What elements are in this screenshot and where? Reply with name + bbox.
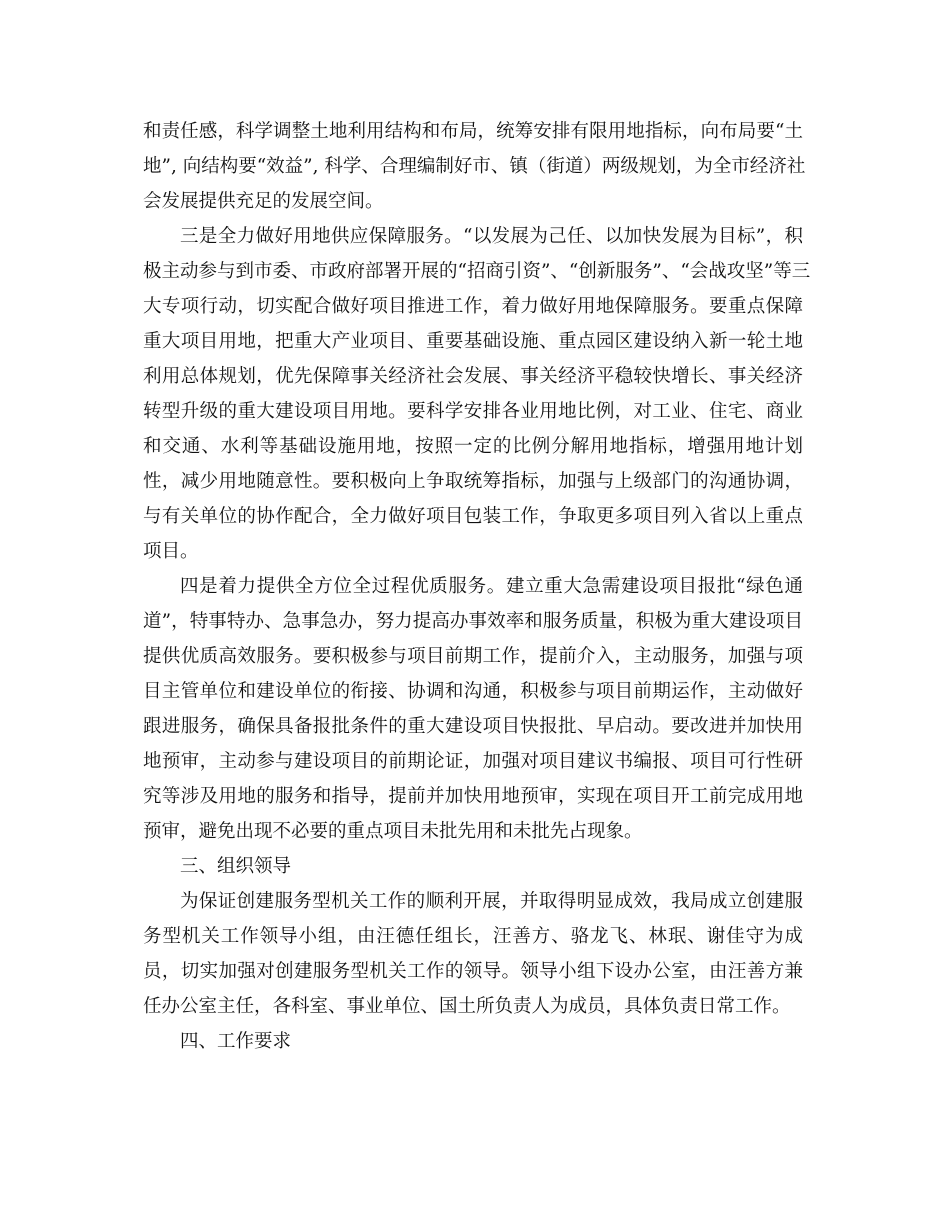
- text-line: 三是全力做好用地供应保障服务。“以发展为己任、以加快发展为目标”，积: [180, 226, 803, 247]
- text-line: 和责任感，科学调整土地利用结构和布局，统筹安排有限用地指标，向布局要“土: [143, 121, 803, 142]
- paragraph-land-supply-service: [143, 219, 811, 569]
- text-line: 极主动参与到市委、市政府部署开展的“招商引资”、“创新服务”、“会战攻坚”等三: [143, 261, 811, 282]
- document-body: [143, 114, 811, 1059]
- text-line: 转型升级的重大建设项目用地。要科学安排各业用地比例，对工业、住宅、商业: [143, 401, 803, 422]
- paragraph-land-planning: [143, 114, 806, 219]
- section-heading-work-requirements: [143, 1024, 803, 1059]
- text-line: 四是着力提供全方位全过程优质服务。建立重大急需建设项目报批“绿色通: [180, 576, 803, 597]
- text-line: 究等涉及用地的服务和指导，提前并加快用地预审，实现在项目开工前完成用地: [143, 786, 803, 807]
- section-heading-organization: [143, 849, 803, 884]
- text-line: 会发展提供充足的发展空间。: [143, 191, 384, 212]
- text-line: 为保证创建服务型机关工作的顺利开展，并取得明显成效，我局成立创建服: [180, 891, 803, 912]
- text-line: 提供优质高效服务。要积极参与项目前期工作，提前介入，主动服务，加强与项: [143, 646, 803, 667]
- text-line: 与有关单位的协作配合，全力做好项目包装工作，争取更多项目列入省以上重点: [143, 506, 803, 527]
- text-line: 跟进服务，确保具备报批条件的重大建设项目快报批、早启动。要改进并加快用: [143, 716, 803, 737]
- text-line: 任办公室主任，各科室、事业单位、国土所负责人为成员，具体负责日常工作。: [143, 996, 791, 1017]
- text-line: 重大项目用地，把重大产业项目、重要基础设施、重点园区建设纳入新一轮土地: [143, 331, 803, 352]
- text-line: 地预审，主动参与建设项目的前期论证，加强对项目建议书编报、项目可行性研: [143, 751, 803, 772]
- text-line: 利用总体规划，优先保障事关经济社会发展、事关经济平稳较快增长、事关经济: [143, 366, 803, 387]
- text-line: 性，减少用地随意性。要积极向上争取统筹指标，加强与上级部门的沟通协调，: [143, 471, 803, 492]
- section-heading: 四、工作要求: [180, 1031, 292, 1052]
- paragraph-leadership-group: [143, 884, 803, 1024]
- text-line: 道”，特事特办、急事急办，努力提高办事效率和服务质量，积极为重大建设项目: [143, 611, 803, 632]
- text-line: 预审，避免出现不必要的重点项目未批先用和未批先占现象。: [143, 821, 643, 842]
- text-line: 员，切实加强对创建服务型机关工作的领导。领导小组下设办公室，由汪善方兼: [143, 961, 803, 982]
- section-heading: 三、组织领导: [180, 856, 292, 877]
- text-line: 大专项行动，切实配合做好项目推进工作，着力做好用地保障服务。要重点保障: [143, 296, 803, 317]
- text-line: 和交通、水利等基础设施用地，按照一定的比例分解用地指标，增强用地计划: [143, 436, 803, 457]
- text-line: 项目。: [143, 541, 199, 562]
- paragraph-full-process-service: [143, 569, 803, 849]
- text-line: 目主管单位和建设单位的衔接、协调和沟通，积极参与项目前期运作，主动做好: [143, 681, 803, 702]
- text-line: 地”, 向结构要“效益”, 科学、合理编制好市、镇（街道）两级规划，为全市经济社: [143, 156, 806, 177]
- text-line: 务型机关工作领导小组，由汪德任组长，汪善方、骆龙飞、林珉、谢佳守为成: [143, 926, 803, 947]
